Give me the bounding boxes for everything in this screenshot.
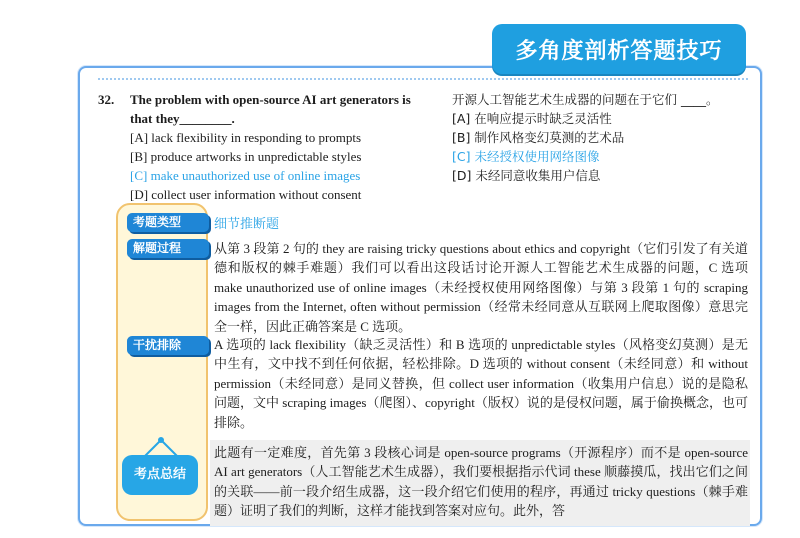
option-c-cn: [C] 未经授权使用网络图像 — [452, 149, 600, 164]
question-stem-cn: 开源人工智能艺术生成器的问题在于它们 ____。 — [452, 92, 719, 107]
section-title: 多角度剖析答题技巧 — [492, 24, 746, 74]
option-d-en: [D] collect user information without consent — [130, 187, 362, 202]
option-a-en: [A] lack flexibility in responding to prompts — [130, 130, 362, 145]
option-c-en: [C] make unauthorized use of online images — [130, 168, 361, 183]
dotted-divider — [98, 78, 748, 80]
solution-process-tag: 解题过程 — [127, 239, 209, 258]
option-d-cn: [D] 未经同意收集用户信息 — [452, 168, 601, 183]
option-b-en: [B] produce artworks in unpredictable styles — [130, 149, 362, 164]
distractor-elimination-tag: 干扰排除 — [127, 336, 209, 355]
badge-hanger-icon — [141, 436, 181, 456]
option-a-cn: [A] 在响应提示时缺乏灵活性 — [452, 111, 612, 126]
question-number: 32. — [98, 92, 115, 107]
question-type-tag: 考题类型 — [127, 213, 209, 232]
option-b-cn: [B] 制作风格变幻莫测的艺术品 — [452, 130, 625, 145]
summary-text: 此题有一定难度，首先第 3 段核心词是 open-source programs（开源程序）而不是 open-source AI art generators（人工智能艺术生成器），我们要根据指示代词 these 顺藤摸瓜，找出它们之间的关联——前一段介绍生成器，这一段介绍它们使用的程序，再通过 tricky questions（棘手难题）证明了我们的判断，这样才能找到答案对应句。此外，答 — [214, 445, 748, 519]
solution-process-text: 从第 3 段第 2 句的 they are raising tricky questions about ethics and copyright（它们引发了有关道德和版权的棘手难题）我们可以看出这段话讨论开源人工智能艺术生成器的问题，C 选项 make unauthorized use of online images（未经授权使用网络图像）与第 3 段第 1 句的 scraping images from the Internet, often without permission（经常未经同意从互联网上爬取图像）意思完全一样，因此正确答案是 C 选项。 — [214, 241, 748, 334]
distractor-elimination-text: A 选项的 lack flexibility（缺乏灵活性）和 B 选项的 unpredictable styles（风格变幻莫测）是无中生有，文中找不到任何依据，轻松排除。D 选项的 without consent（未经同意）和 without permission（未经同意）是同义替换，但 collect user information（收集用户信息）说的是隐私问题，文中 scraping images（爬图）、copyright（版权）说的是侵权问题，属于偷换概念，也可排除。 — [214, 337, 748, 430]
question-stem-en: The problem with open-source AI art generators is that they________. — [130, 92, 411, 126]
summary-badge: 考点总结 — [122, 455, 198, 495]
question-type-value: 细节推断题 — [214, 217, 280, 232]
